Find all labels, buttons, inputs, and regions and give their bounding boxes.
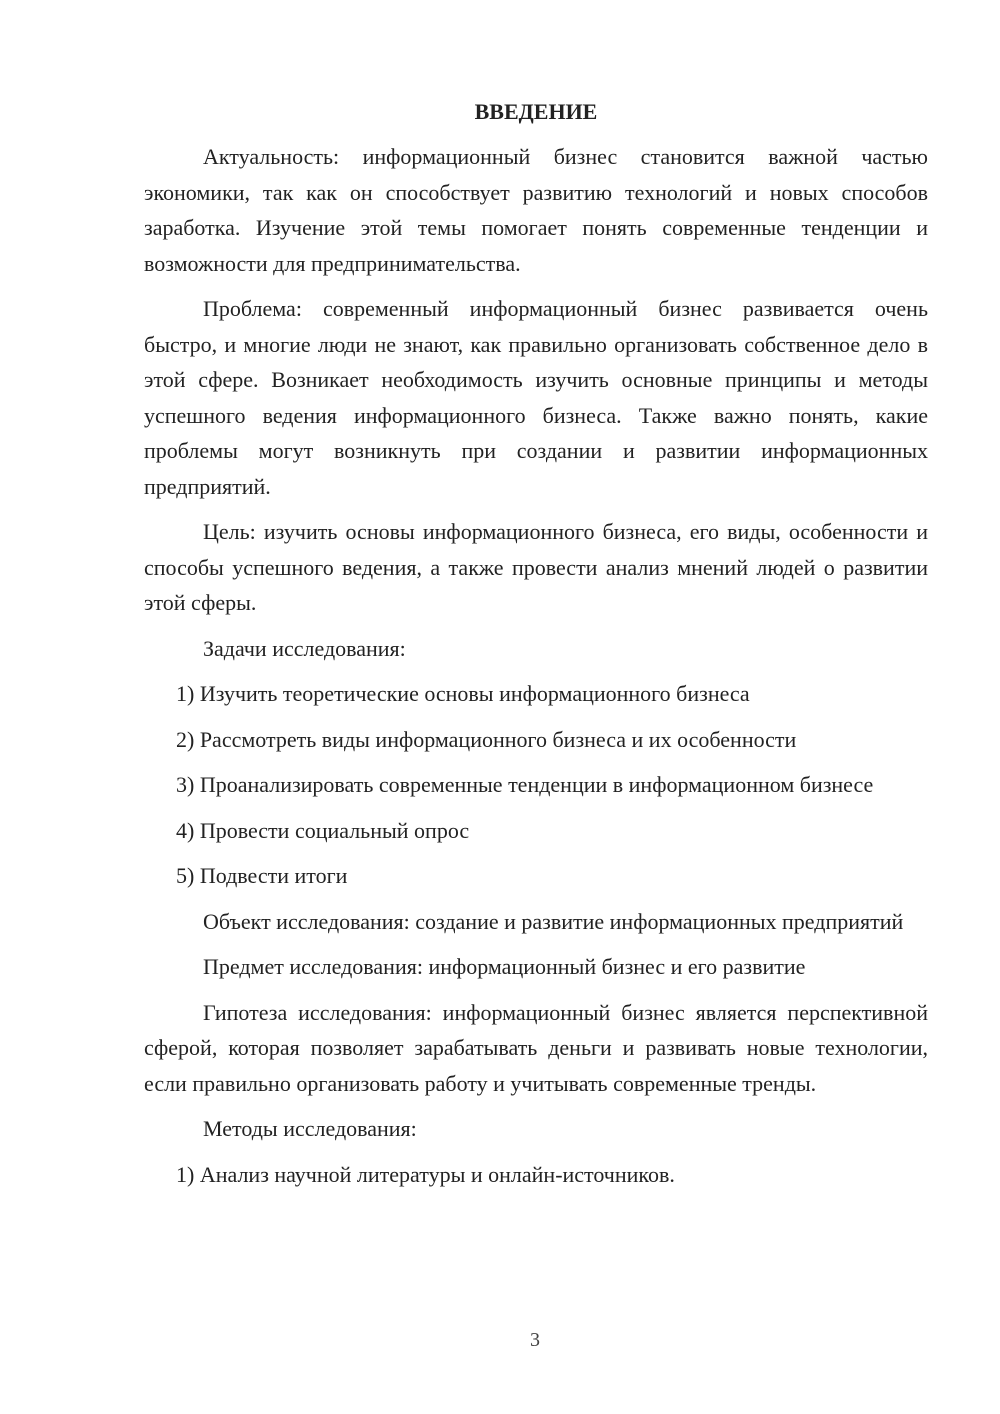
method-item: 1) Анализ научной литературы и онлайн-источников.	[176, 1161, 675, 1187]
task-item: 5) Подвести итоги	[176, 863, 348, 888]
methods-heading: Методы исследования:	[203, 1116, 417, 1141]
page-number: 3	[530, 1329, 540, 1351]
paragraph-goal: Цель: изучить основы информационного бизнеса, его виды, особенности и способы успешного ведения, а также провести анализ мнений людей о развитии этой сферы.	[144, 519, 928, 615]
tasks-heading: Задачи исследования:	[203, 635, 406, 661]
task-item: 2) Рассмотреть виды информационного бизнеса и их особенности	[176, 726, 797, 752]
paragraph-problem: Проблема: современный информационный бизнес развивается очень быстро, и многие люди не знают, как правильно организовать собственное дело в этой сфере. Возникает необходимость изучить основные принципы и методы успешного ведения информационного бизнеса. Также важно понять, какие проблемы могут возникнуть при создании и развитии информационных предприятий.	[144, 296, 928, 499]
paragraph-subject: Предмет исследования: информационный бизнес и его развитие	[203, 954, 806, 979]
page-content	[144, 94, 928, 1202]
page-title: ВВЕДЕНИЕ	[474, 99, 598, 124]
tasks-list	[144, 676, 928, 894]
task-item: 1) Изучить теоретические основы информационного бизнеса	[176, 681, 750, 706]
methods-list	[144, 1157, 928, 1193]
paragraph-object: Объект исследования: создание и развитие информационных предприятий	[203, 908, 904, 934]
paragraph-relevance: Актуальность: информационный бизнес становится важной частью экономики, так как он способствует развитию технологий и новых способов заработка. Изучение этой темы помогает понять современные тенденции и возможности для предпринимательства.	[144, 144, 928, 276]
task-item: 3) Проанализировать современные тенденции в информационном бизнесе	[176, 772, 874, 797]
task-item: 4) Провести социальный опрос	[176, 817, 470, 843]
paragraph-hypothesis: Гипотеза исследования: информационный бизнес является перспективной сферой, которая позволяет зарабатывать деньги и развивать новые технологии, если правильно организовать работу и учитывать современные тренды.	[144, 999, 928, 1096]
